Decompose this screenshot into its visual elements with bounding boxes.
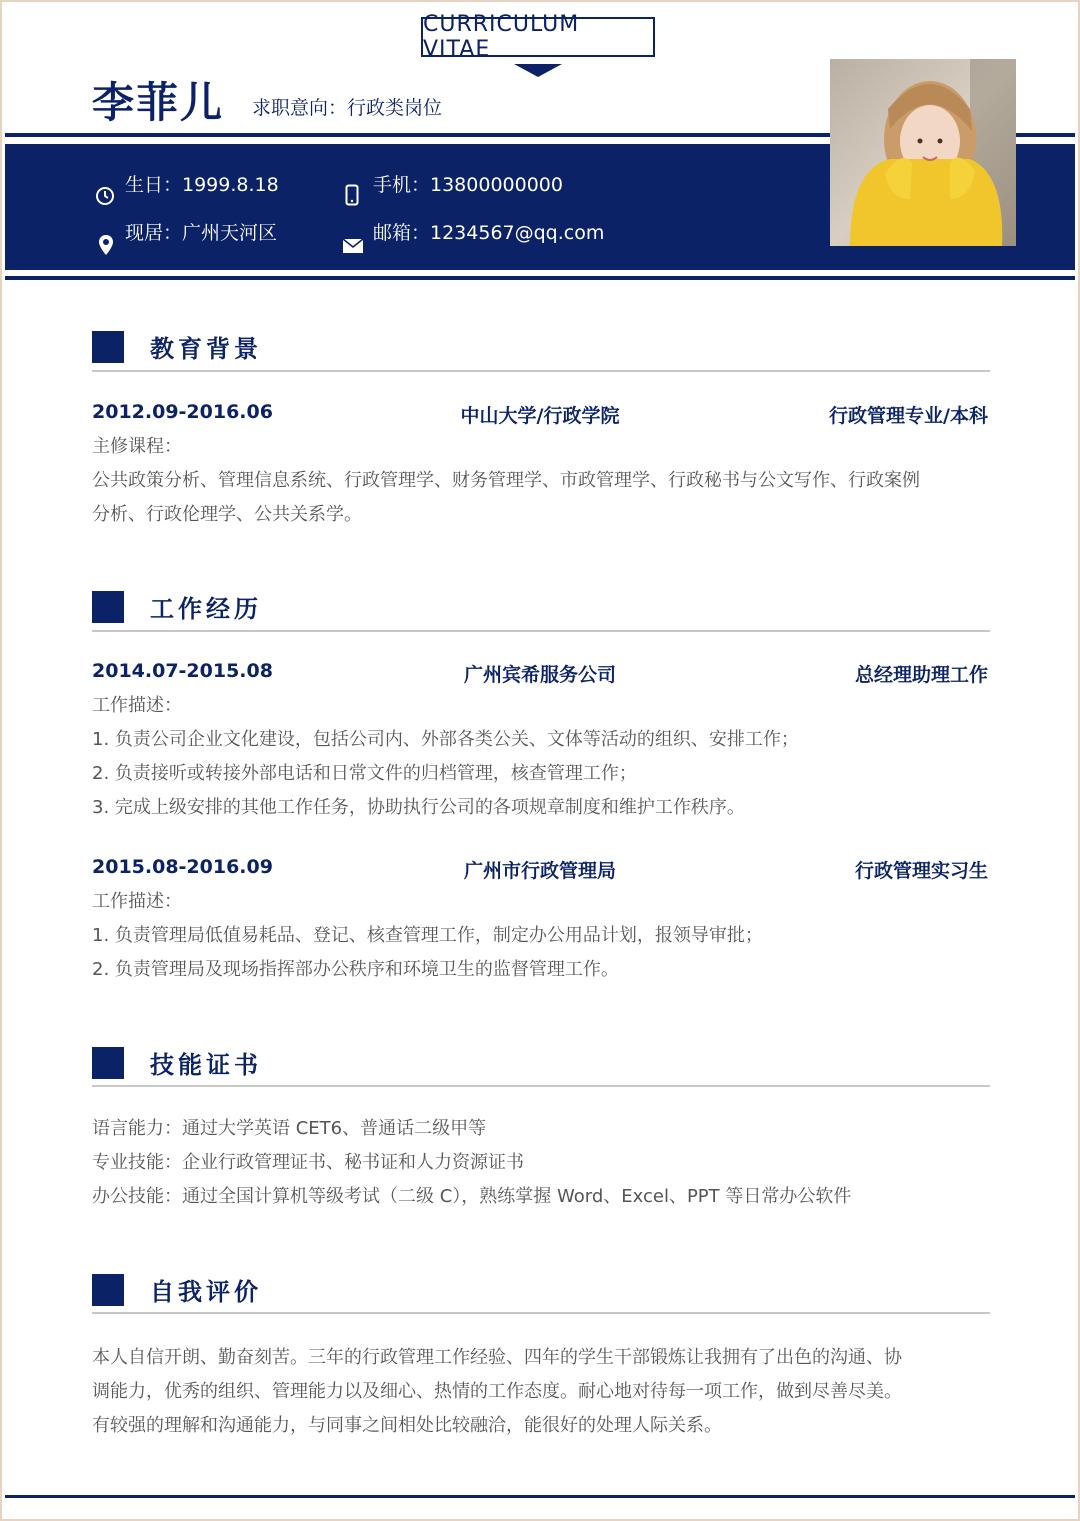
- cv-title-box: [421, 12, 655, 62]
- section-marker: [92, 591, 124, 623]
- work-role: 行政管理实习生: [854, 860, 988, 882]
- education-date: 2012.09-2016.06: [92, 401, 273, 423]
- education-school: 中山大学/行政学院: [460, 405, 620, 427]
- work-desc-item: 2. 负责接听或转接外部电话和日常文件的归档管理，核查管理工作；: [92, 763, 637, 784]
- courses-line: 分析、行政伦理学、公共关系学。: [92, 504, 362, 525]
- education-row: [92, 401, 988, 427]
- skill-item: 语言能力：通过大学英语 CET6、普通话二级甲等: [92, 1118, 487, 1139]
- cv-title: CURRICULUM VITAE: [423, 12, 580, 62]
- section-title-work: 工作经历: [150, 595, 262, 623]
- self-eval-line: 有较强的理解和沟通能力，与同事之间相处比较融洽，能很好的处理人际关系。: [92, 1415, 722, 1436]
- courses-label: 主修课程：: [92, 436, 182, 457]
- section-rule: [92, 1312, 990, 1314]
- birth-date: 生日：1999.8.18: [125, 174, 279, 196]
- section-rule: [92, 1085, 990, 1087]
- cv-title-arrow: [514, 64, 562, 77]
- job-intent: 求职意向：行政类岗位: [252, 97, 443, 119]
- header-rule-bottom: [5, 276, 1075, 280]
- section-title-skills: 技能证书: [150, 1051, 262, 1079]
- profile-photo: [830, 59, 1016, 246]
- work-date: 2015.08-2016.09: [92, 856, 273, 878]
- work-desc-item: 1. 负责管理局低值易耗品、登记、核查管理工作，制定办公用品计划，报领导审批；: [92, 925, 763, 946]
- work-desc-item: 2. 负责管理局及现场指挥部办公秩序和环境卫生的监督管理工作。: [92, 959, 619, 980]
- work-desc-item: 3. 完成上级安排的其他工作任务，协助执行公司的各项规章制度和维护工作秩序。: [92, 797, 745, 818]
- self-eval-line: 本人自信开朗、勤奋刻苦。三年的行政管理工作经验、四年的学生干部锻炼让我拥有了出色的沟通、协: [92, 1347, 902, 1368]
- work-date: 2014.07-2015.08: [92, 660, 273, 682]
- phone-number: 手机：13800000000: [373, 174, 563, 196]
- section-title-self: 自我评价: [150, 1278, 262, 1306]
- work-row: [92, 660, 988, 686]
- section-rule: [92, 630, 990, 632]
- section-rule: [92, 370, 990, 372]
- education-major: 行政管理专业/本科: [829, 405, 988, 427]
- skill-item: 专业技能：企业行政管理证书、秘书证和人力资源证书: [92, 1152, 524, 1173]
- location-icon: [98, 234, 114, 260]
- work-company: 广州市行政管理局: [463, 860, 616, 882]
- phone-icon: [345, 184, 359, 210]
- current-residence: 现居：广州天河区: [125, 222, 278, 244]
- footer-rule: [5, 1495, 1075, 1498]
- candidate-name: 李菲儿: [92, 78, 225, 127]
- section-marker: [92, 1047, 124, 1079]
- work-company: 广州宾希服务公司: [463, 664, 616, 686]
- skill-item: 办公技能：通过全国计算机等级考试（二级 C），熟练掌握 Word、Excel、PPT 等日常办公软件: [92, 1186, 852, 1207]
- email-address: 邮箱：1234567@qq.com: [373, 222, 605, 244]
- work-role: 总经理助理工作: [854, 664, 988, 686]
- section-marker: [92, 1274, 124, 1306]
- clock-icon: [95, 186, 115, 210]
- work-row: [92, 856, 988, 882]
- work-desc-label: 工作描述：: [92, 695, 182, 716]
- self-eval-line: 调能力，优秀的组织、管理能力以及细心、热情的工作态度。耐心地对待每一项工作，做到尽善尽美。: [92, 1381, 902, 1402]
- courses-line: 公共政策分析、管理信息系统、行政管理学、财务管理学、市政管理学、行政秘书与公文写作、行政案例: [92, 470, 920, 491]
- work-desc-label: 工作描述：: [92, 891, 182, 912]
- section-title-education: 教育背景: [150, 335, 262, 363]
- section-marker: [92, 331, 124, 363]
- work-desc-item: 1. 负责公司企业文化建设，包括公司内、外部各类公关、文体等活动的组织、安排工作；: [92, 729, 799, 750]
- mail-icon: [343, 238, 363, 257]
